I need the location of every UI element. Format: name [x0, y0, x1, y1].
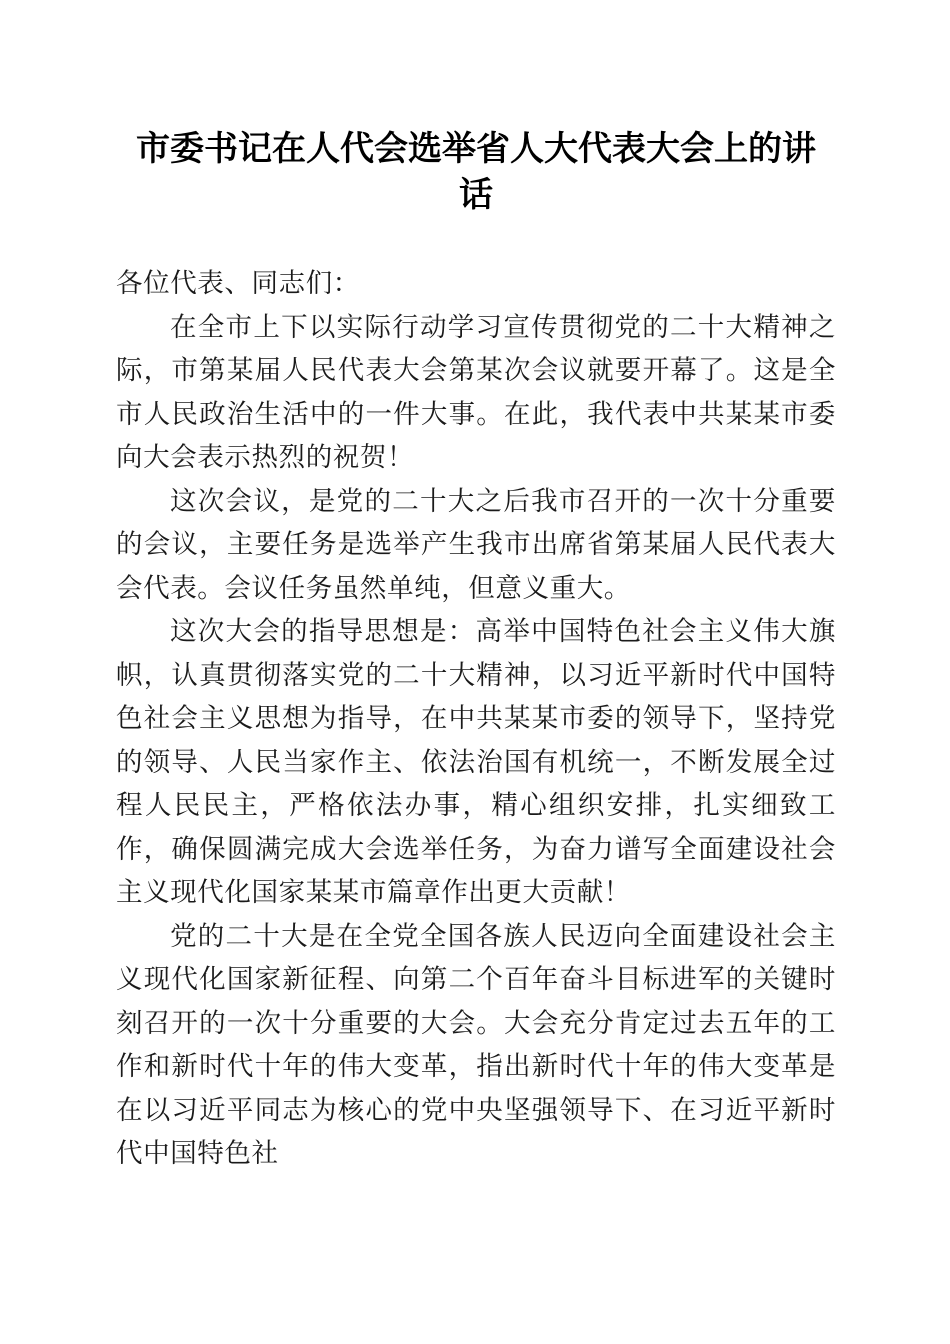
body-paragraph-4: 党的二十大是在全党全国各族人民迈向全面建设社会主义现代化国家新征程、向第二个百年奋斗目标进军的关键时刻召开的一次十分重要的大会。大会充分肯定过去五年的工作和新时代十年的伟大变革，指出新时代十年的伟大变革是在以习近平同志为核心的党中央坚强领导下、在习近平新时代中国特色社: [116, 920, 836, 1169]
body-paragraph-2: 这次会议，是党的二十大之后我市召开的一次十分重要的会议，主要任务是选举产生我市出席省第某届人民代表大会代表。会议任务虽然单纯，但意义重大。: [116, 485, 836, 604]
document-body: [116, 262, 836, 1176]
page-title: 市委书记在人代会选举省人大代表大会上的讲话: [136, 129, 816, 215]
document-content: [116, 126, 836, 1176]
salutation-line: 各位代表、同志们：: [116, 268, 360, 299]
body-paragraph-3: 这次大会的指导思想是：高举中国特色社会主义伟大旗帜，认真贯彻落实党的二十大精神，以习近平新时代中国特色社会主义思想为指导，在中共某某市委的领导下，坚持党的领导、人民当家作主、依法治国有机统一，不断发展全过程人民民主，严格依法办事，精心组织安排，扎实细致工作，确保圆满完成大会选举任务，为奋力谱写全面建设社会主义现代化国家某某市篇章作出更大贡献！: [116, 616, 836, 908]
body-paragraph-1: 在全市上下以实际行动学习宣传贯彻党的二十大精神之际，市第某届人民代表大会第某次会议就要开幕了。这是全市人民政治生活中的一件大事。在此，我代表中共某某市委向大会表示热烈的祝贺！: [116, 311, 836, 473]
